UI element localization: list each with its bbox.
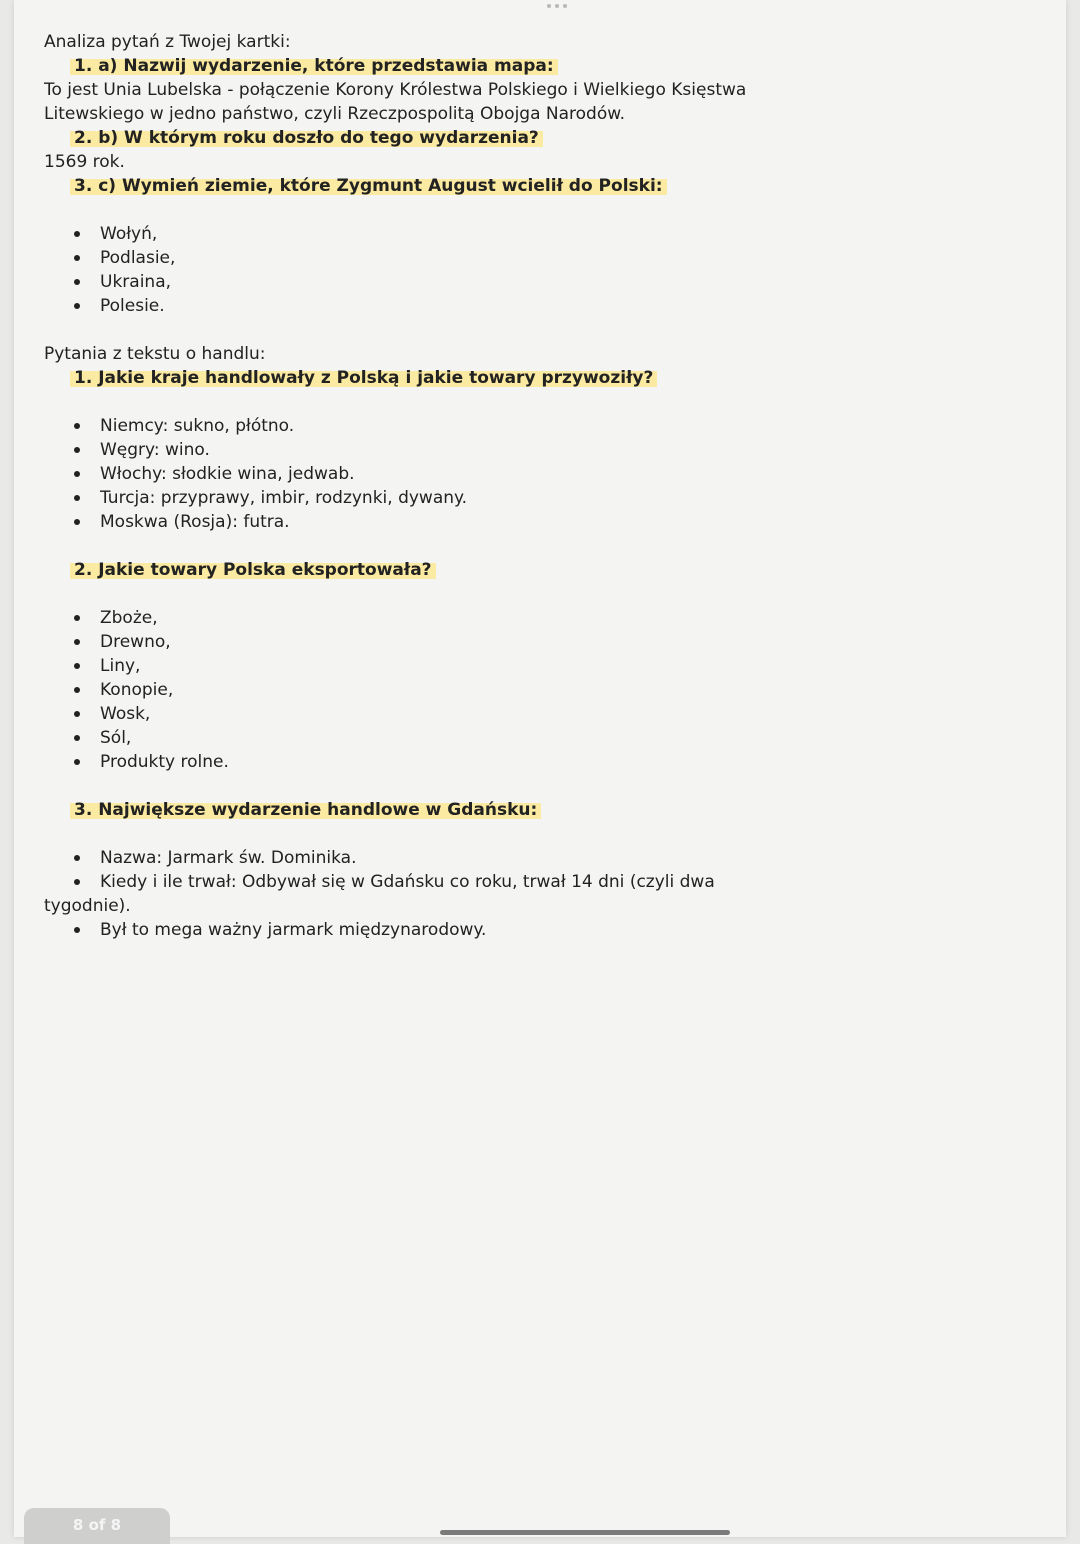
list-item: Włochy: słodkie wina, jedwab. xyxy=(44,462,1024,486)
section-heading: Analiza pytań z Twojej kartki: xyxy=(44,32,291,52)
list-item: Liny, xyxy=(44,654,1024,678)
question-label: 2. Jakie towary Polska eksportowała? xyxy=(44,558,1024,582)
bullet-list xyxy=(44,222,1024,318)
answer-text: 1569 rok. xyxy=(44,152,125,172)
list-item: Ukraina, xyxy=(44,270,1024,294)
list-item: Był to mega ważny jarmark międzynarodowy. xyxy=(44,918,1024,942)
question-label: 3. Największe wydarzenie handlowe w Gdańsku: xyxy=(44,798,1024,822)
list-item: Moskwa (Rosja): futra. xyxy=(44,510,1024,534)
question-label: 2. b) W którym roku doszło do tego wydarzenia? xyxy=(44,126,1024,150)
list-item: Węgry: wino. xyxy=(44,438,1024,462)
list-item: Konopie, xyxy=(44,678,1024,702)
bullet-list xyxy=(44,918,1024,942)
question-label: 3. c) Wymień ziemie, które Zygmunt August wcielił do Polski: xyxy=(44,174,1024,198)
list-item: Nazwa: Jarmark św. Dominika. xyxy=(44,846,1024,870)
list-item: Drewno, xyxy=(44,630,1024,654)
page-indicator: 8 of 8 xyxy=(24,1508,170,1544)
list-item: Sól, xyxy=(44,726,1024,750)
answer-text: To jest Unia Lubelska - połączenie Korony Królestwa Polskiego i Wielkiego Księstwa xyxy=(44,80,747,100)
answer-text: Litewskiego w jedno państwo, czyli Rzeczpospolitą Obojga Narodów. xyxy=(44,104,625,124)
more-options-icon[interactable] xyxy=(542,4,572,12)
bullet-list xyxy=(44,606,1024,774)
list-item: Turcja: przyprawy, imbir, rodzynki, dywany. xyxy=(44,486,1024,510)
list-item: Podlasie, xyxy=(44,246,1024,270)
list-item: Wosk, xyxy=(44,702,1024,726)
list-item-continuation: tygodnie). xyxy=(44,896,131,916)
question-label: 1. a) Nazwij wydarzenie, które przedstawia mapa: xyxy=(44,54,1024,78)
bullet-list xyxy=(44,846,1024,894)
list-item: Zboże, xyxy=(44,606,1024,630)
home-indicator-bar[interactable] xyxy=(440,1530,730,1535)
list-item: Polesie. xyxy=(44,294,1024,318)
document-content xyxy=(44,30,1024,942)
question-label: 1. Jakie kraje handlowały z Polską i jakie towary przywoziły? xyxy=(44,366,1024,390)
list-item: Kiedy i ile trwał: Odbywał się w Gdańsku co roku, trwał 14 dni (czyli dwa xyxy=(44,870,1024,894)
bullet-list xyxy=(44,414,1024,534)
list-item: Niemcy: sukno, płótno. xyxy=(44,414,1024,438)
list-item: Produkty rolne. xyxy=(44,750,1024,774)
list-item: Wołyń, xyxy=(44,222,1024,246)
document-page xyxy=(14,0,1066,1537)
section-heading: Pytania z tekstu o handlu: xyxy=(44,344,266,364)
